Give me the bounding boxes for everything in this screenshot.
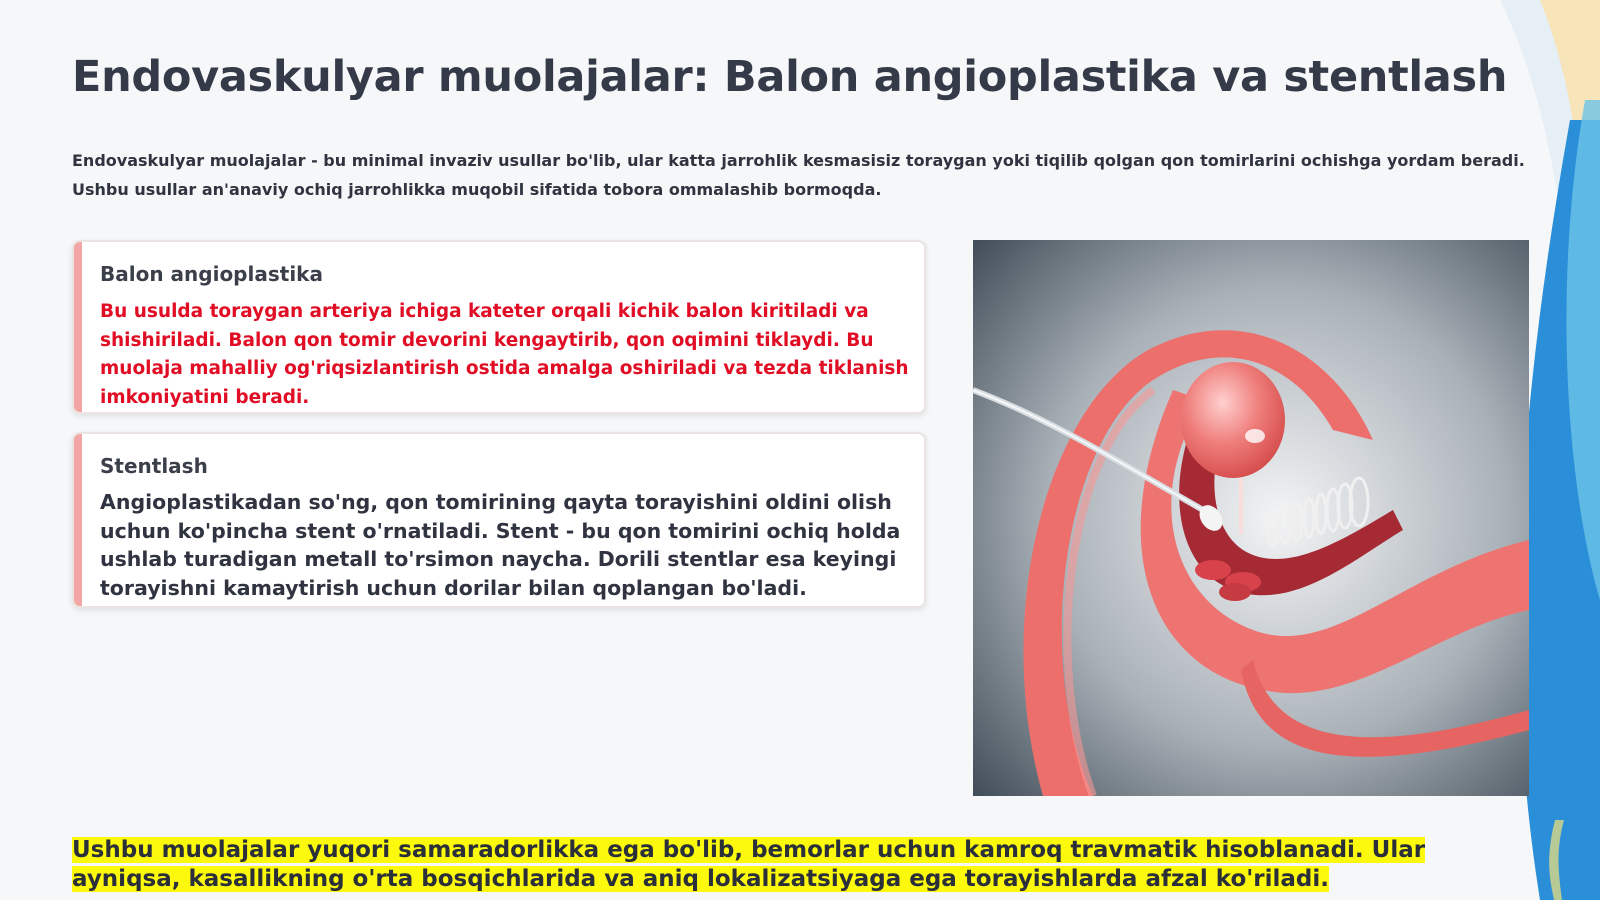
- angioplasty-illustration: [973, 240, 1529, 796]
- card-title: Stentlash: [100, 454, 208, 478]
- intro-paragraph: Endovaskulyar muolajalar - bu minimal invaziv usullar bo'lib, ular katta jarrohlik kesmasisiz toraygan yoki tiqilib qolgan qon tomirlarini ochishga yordam beradi. Ushbu usullar an'anaviy ochiq jarrohlikka muqobil sifatida tobora ommalashib bormoqda.: [72, 151, 1525, 199]
- footer-highlight: Ushbu muolajalar yuqori samaradorlikka ega bo'lib, bemorlar uchun kamroq travmatik hisoblanadi. Ular ayniqsa, kasallikning o'rta bosqichlarida va aniq lokalizatsiyaga ega torayishlarda afzal ko'riladi.: [72, 837, 1426, 892]
- footer-highlight-text: [72, 836, 1512, 894]
- card-balon-angioplastika: [72, 240, 926, 414]
- card-text: Angioplastikadan so'ng, qon tomirining qayta torayishini oldini olish uchun ko'pincha stent o'rnatiladi. Stent - bu qon tomirini ochiq holda ushlab turadigan metall to'rsimon naycha. Dorili stentlar esa keyingi torayishni kamaytirish uchun dorilar bilan qoplangan bo'ladi.: [100, 490, 901, 600]
- card-stentlash: [72, 432, 926, 608]
- card-title: Balon angioplastika: [100, 262, 323, 286]
- artery-balloon-stent-icon: [973, 240, 1529, 796]
- card-text: Bu usulda toraygan arteriya ichiga kateter orqali kichik balon kiritiladi va shishiriladi. Balon qon tomir devorini kengaytirib, qon oqimini tiklaydi. Bu muolaja mahalliy og'riqsizlantirish ostida amalga oshiriladi va tezda tiklanish imkoniyatini beradi.: [100, 301, 909, 408]
- page-title: Endovaskulyar muolajalar: Balon angioplastika va stentlash: [72, 52, 1508, 102]
